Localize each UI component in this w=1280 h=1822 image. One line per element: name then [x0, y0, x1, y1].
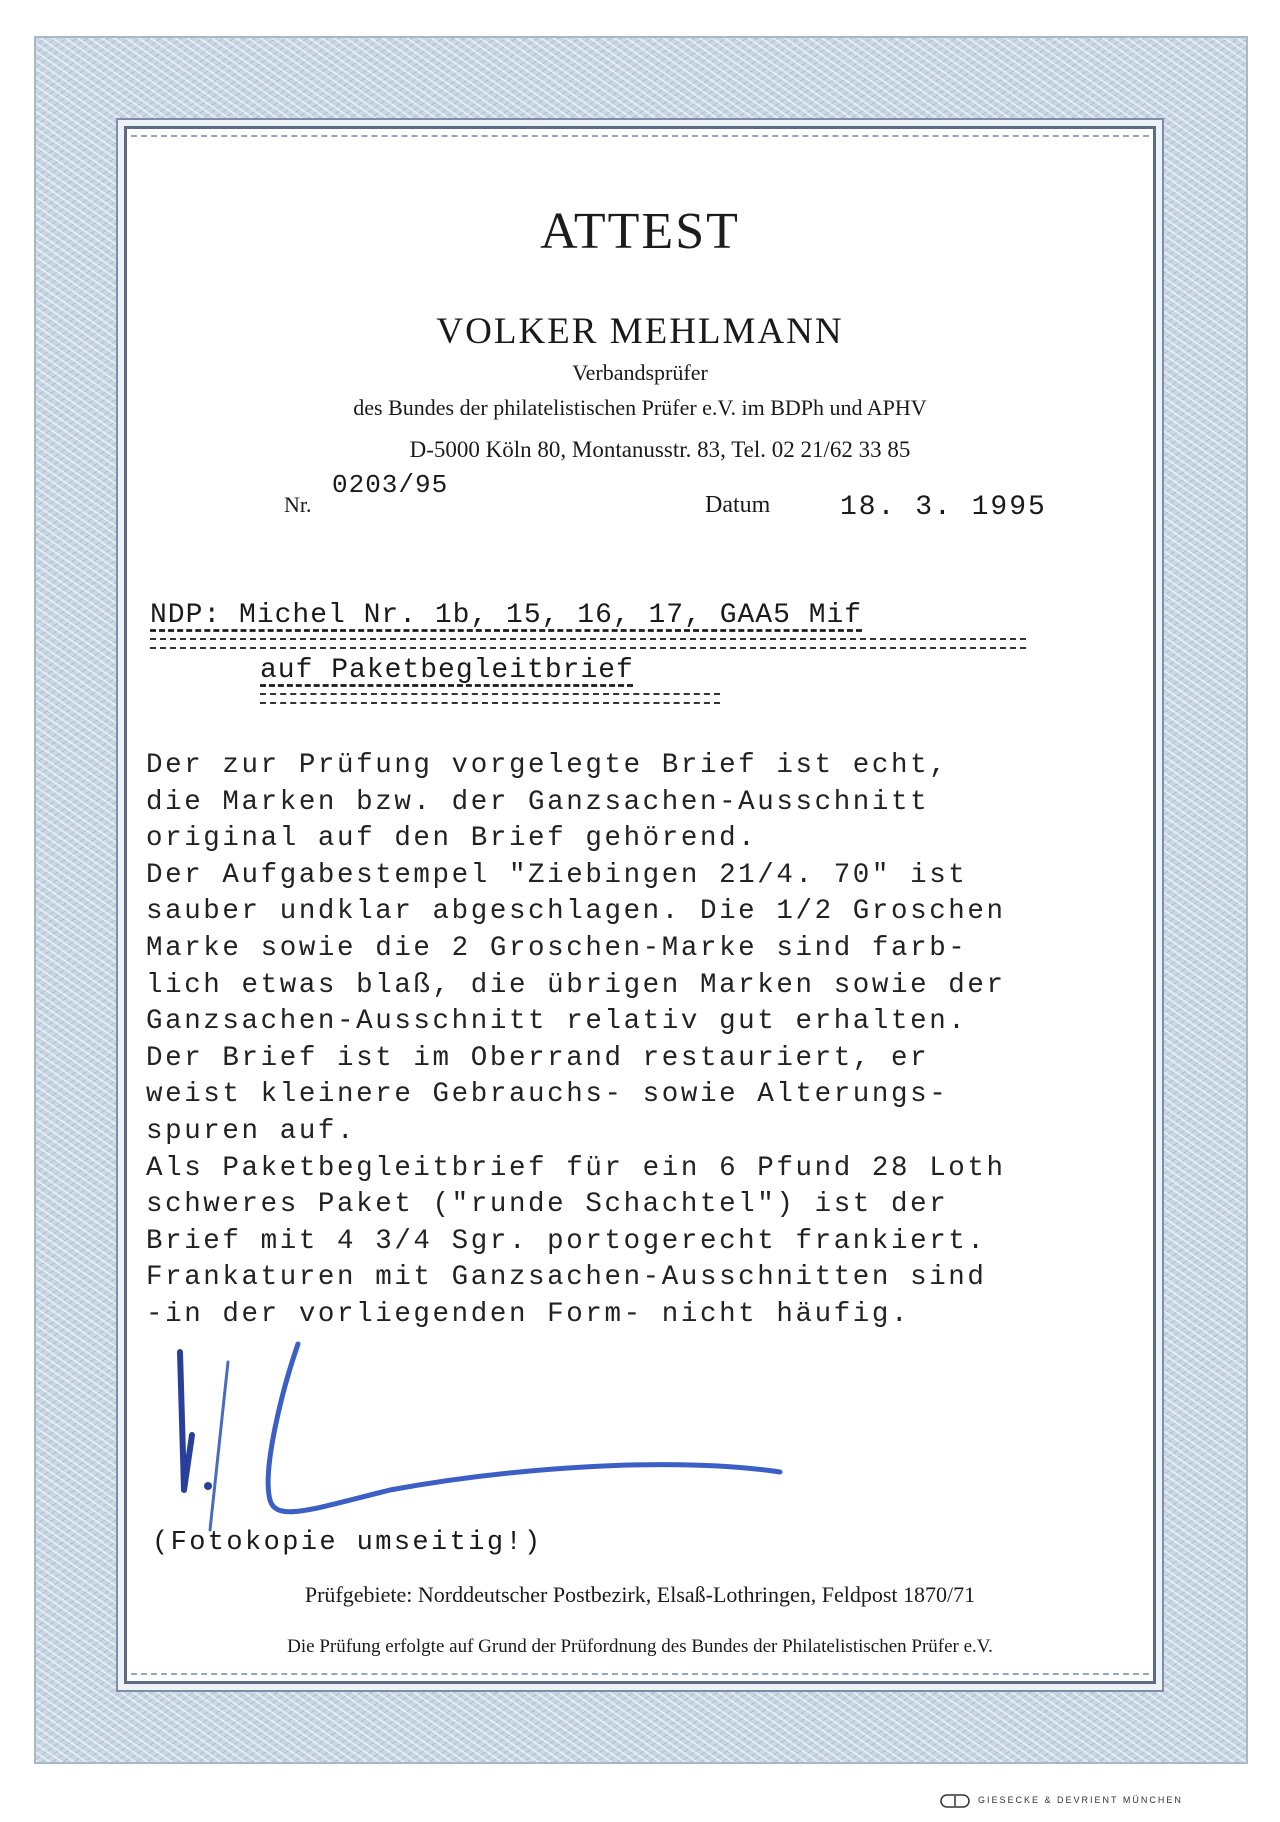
- body-line: weist kleinere Gebrauchs- sowie Alterungs-: [146, 1079, 949, 1111]
- body-line: die Marken bzw. der Ganzsachen-Ausschnitt: [146, 786, 930, 818]
- handwritten-signature: [170, 1340, 930, 1540]
- body-line: -in der vorliegenden Form- nicht häufig.: [146, 1298, 911, 1330]
- certificate-number: 0203/95: [332, 470, 449, 500]
- photocopy-note: (Fotokopie umseitig!): [152, 1528, 543, 1558]
- body-line: Der Brief ist im Oberrand restauriert, er: [146, 1042, 930, 1074]
- body-line: spuren auf.: [146, 1115, 357, 1147]
- body-line: Als Paketbegleitbrief für ein 6 Pfund 28 Loth: [146, 1152, 1006, 1184]
- double-underline: [260, 693, 720, 704]
- regulation-note: Die Prüfung erfolgte auf Grund der Prüfordnung des Bundes der Philatelistischen Prüfer e.V.: [287, 1636, 993, 1657]
- body-line: Der zur Prüfung vorgelegte Brief ist echt,: [146, 750, 949, 781]
- date-label: Datum: [705, 492, 771, 518]
- certificate-title: ATTEST: [540, 203, 740, 260]
- examination-fields: Prüfgebiete: Norddeutscher Postbezirk, Elsaß-Lothringen, Feldpost 1870/71: [304, 1582, 976, 1607]
- body-line: Marke sowie die 2 Groschen-Marke sind farb-: [146, 932, 968, 964]
- body-line: lich etwas blaß, die übrigen Marken sowie der: [146, 969, 1006, 1001]
- body-line: sauber undklar abgeschlagen. Die 1/2 Groschen: [146, 896, 1006, 928]
- examiner-name: VOLKER MEHLMANN: [436, 311, 844, 352]
- body-line: Frankaturen mit Ganzsachen-Ausschnitten sind: [146, 1262, 987, 1294]
- association-line: des Bundes der philatelistischen Prüfer e.V. im BDPh und APHV: [353, 395, 927, 420]
- address-line: D-5000 Köln 80, Montanusstr. 83, Tel. 02 21/62 33 85: [409, 437, 911, 462]
- body-line: original auf den Brief gehörend.: [146, 823, 758, 855]
- body-line: Brief mit 4 3/4 Sgr. portogerecht frankiert.: [146, 1225, 987, 1257]
- body-line: schweres Paket ("runde Schachtel") ist der: [146, 1189, 949, 1221]
- examiner-role: Verbandsprüfer: [572, 360, 708, 385]
- certificate-date: 18. 3. 1995: [840, 492, 1047, 523]
- certificate-body: [146, 748, 1146, 1334]
- printer-logo-icon: [940, 1794, 970, 1808]
- subject-line-1: NDP: Michel Nr. 1b, 15, 16, 17, GAA5 Mif: [150, 600, 863, 631]
- number-label: Nr.: [284, 492, 312, 517]
- body-line: Der Aufgabestempel "Ziebingen 21/4. 70" ist: [146, 859, 968, 891]
- double-underline: [150, 638, 1026, 649]
- subject-line-2: auf Paketbegleitbrief: [260, 655, 634, 686]
- printer-imprint: GIESECKE & DEVRIENT MÜNCHEN: [978, 1795, 1183, 1805]
- body-line: Ganzsachen-Ausschnitt relativ gut erhalten.: [146, 1006, 968, 1038]
